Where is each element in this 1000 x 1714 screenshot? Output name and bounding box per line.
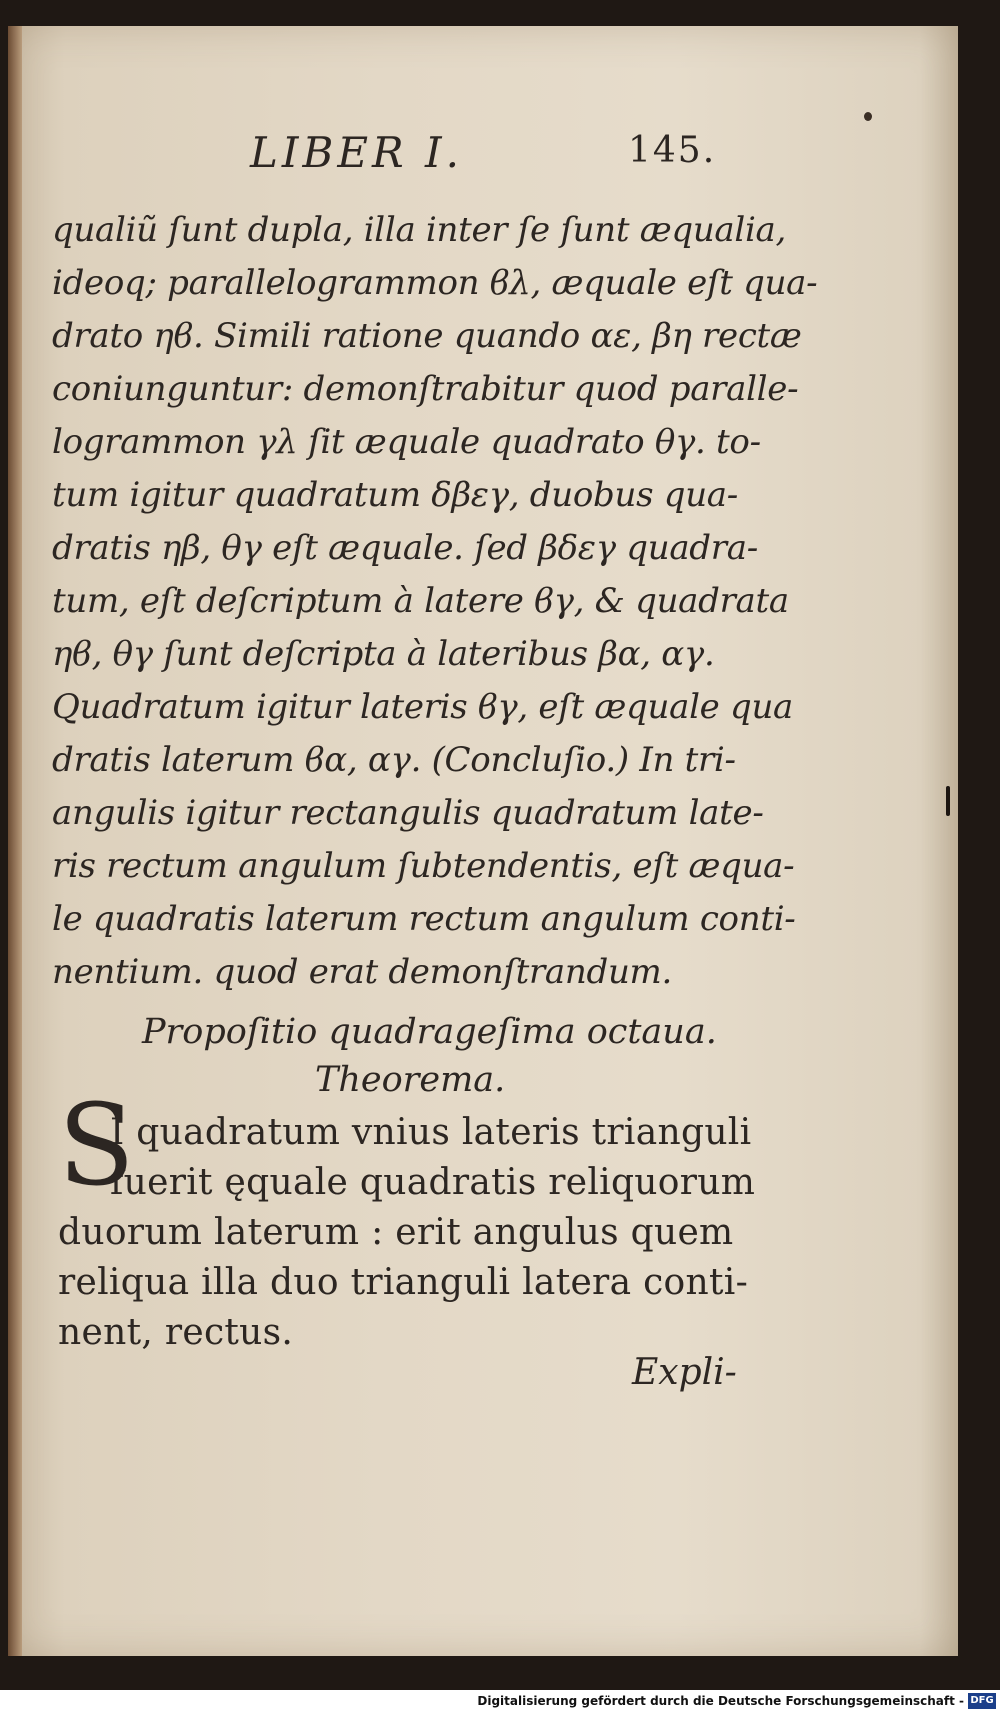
text-line: Quadratum igitur lateris ϐγ, eſt æquale qua xyxy=(52,687,794,727)
text-line: nentium. quod erat demonſtrandum. xyxy=(52,952,672,992)
text-line: le quadratis laterum rectum angulum conti- xyxy=(52,899,796,939)
page-header xyxy=(200,128,740,188)
text-line: logrammon γλ ſit æquale quadrato θγ. to- xyxy=(52,422,761,462)
ink-speck xyxy=(864,112,872,121)
theorem-line: fuerit ęquale quadratis reliquorum xyxy=(110,1162,756,1203)
text-line: ηϐ, θγ ſunt deſcripta à lateribus βα, αγ. xyxy=(52,634,715,674)
proposition-title: Propoſitio quadrageſima octaua. xyxy=(142,1012,717,1052)
running-head: LIBER I. xyxy=(250,128,463,177)
drop-capital: S xyxy=(58,1081,135,1211)
text-line: ideoq; parallelogrammon ϐλ, æquale eſt qua- xyxy=(52,263,818,303)
digitization-footer xyxy=(0,1690,1000,1714)
text-line: ris rectum angulum ſubtendentis, eſt æqua- xyxy=(52,846,795,886)
text-line: dratis laterum ϐα, αγ. (Concluſio.) In tri- xyxy=(52,740,736,780)
theorem-line: duorum laterum : erit angulus quem xyxy=(58,1212,734,1253)
catchword: Expli- xyxy=(632,1352,737,1393)
text-line: tum igitur quadratum δβεγ, duobus qua- xyxy=(52,475,738,515)
text-line: drato ηϐ. Simili ratione quando αε, βη rectæ xyxy=(52,316,802,356)
page-number: 145. xyxy=(628,130,717,171)
text-line: qualiũ ſunt dupla, illa inter ſe ſunt æqualia, xyxy=(52,210,787,250)
proposition-subtitle: Theorema. xyxy=(315,1060,506,1100)
text-line: tum, eſt deſcriptum à latere ϐγ, & quadrata xyxy=(52,581,789,621)
theorem-line: I quadratum vnius lateris trianguli xyxy=(110,1112,752,1153)
theorem-line: nent, rectus. xyxy=(58,1312,294,1353)
theorem-line: reliqua illa duo trianguli latera conti- xyxy=(58,1262,749,1303)
text-line: angulis igitur rectangulis quadratum late- xyxy=(52,793,764,833)
text-line: dratis ηβ, θγ eſt æquale. ſed βδεγ quadra- xyxy=(52,528,758,568)
ink-speck xyxy=(946,786,950,816)
text-line: coniunguntur: demonſtrabitur quod paralle- xyxy=(52,369,799,409)
dfg-logo: DFG xyxy=(968,1693,996,1709)
page-spine-edge xyxy=(8,26,22,1656)
footer-credit: Digitalisierung gefördert durch die Deutsche Forschungsgemeinschaft - xyxy=(477,1694,964,1708)
